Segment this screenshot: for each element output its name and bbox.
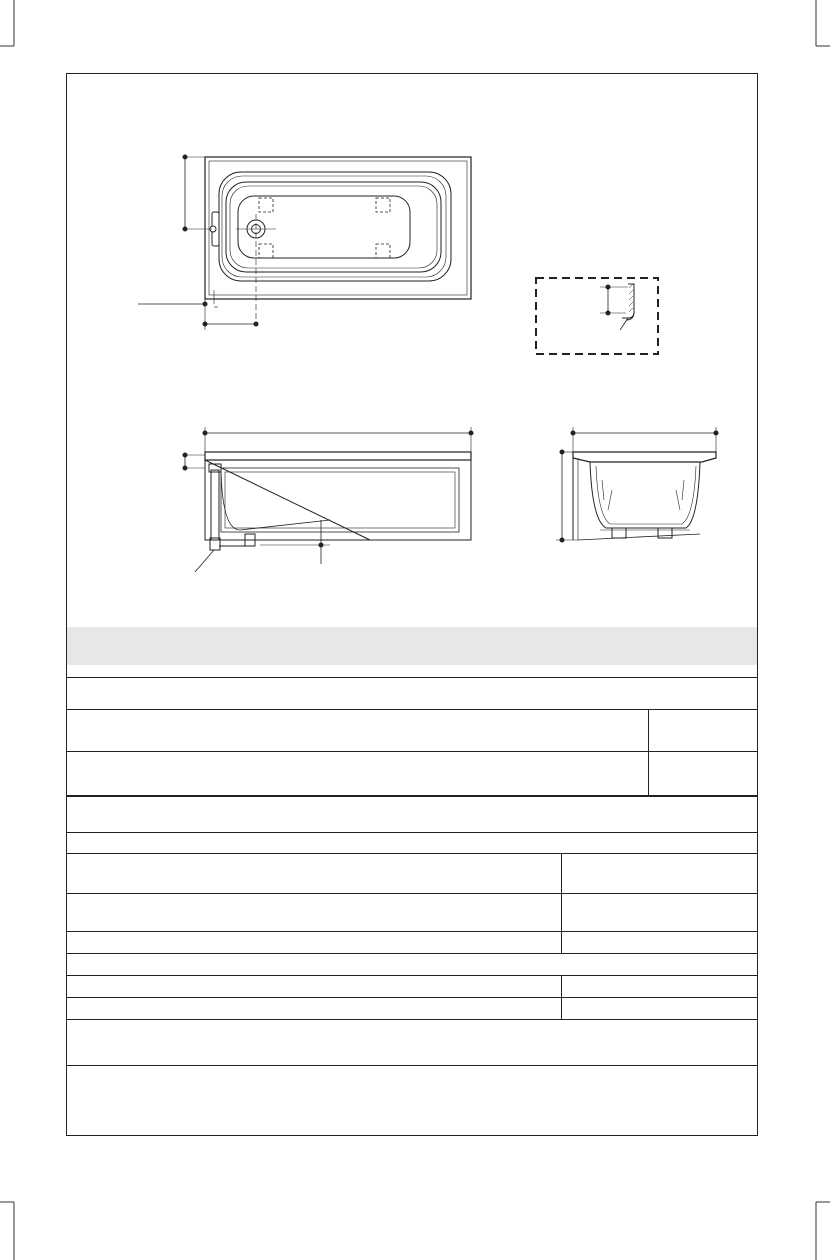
spec-row-7 — [67, 894, 757, 932]
spec-table-header — [67, 627, 757, 665]
spec-table-gap — [67, 665, 757, 678]
rim-detail-drawing — [536, 278, 658, 354]
spec-cell — [67, 797, 757, 832]
plan-view-drawing — [138, 155, 471, 330]
spec-row-11 — [67, 998, 757, 1020]
spec-row-6 — [67, 854, 757, 894]
spec-cell-left — [67, 998, 561, 1019]
spec-cell-right — [561, 998, 757, 1019]
spec-table — [67, 627, 757, 1136]
spec-row-5 — [67, 833, 757, 854]
spec-cell — [67, 1020, 757, 1065]
spec-row-1 — [67, 678, 757, 710]
spec-cell-left — [67, 932, 561, 953]
spec-cell-right — [561, 894, 757, 931]
spec-row-4 — [67, 797, 757, 833]
spec-cell-left — [67, 894, 561, 931]
spec-cell-left — [67, 976, 561, 997]
spec-row-10 — [67, 976, 757, 998]
spec-cell-right — [648, 710, 757, 751]
spec-cell — [67, 678, 757, 709]
spec-cell — [67, 1066, 757, 1136]
spec-row-12 — [67, 1020, 757, 1066]
spec-cell-right — [561, 976, 757, 997]
spec-cell-right — [561, 854, 757, 893]
spec-cell-left — [67, 710, 648, 751]
spec-row-3 — [67, 752, 757, 797]
spec-row-8 — [67, 932, 757, 954]
end-elevation-drawing — [556, 427, 718, 542]
spec-cell-right — [561, 932, 757, 953]
spec-cell — [67, 954, 757, 975]
spec-cell-right — [648, 752, 757, 795]
spec-cell — [67, 833, 757, 853]
spec-cell-left — [67, 854, 561, 893]
spec-row-9 — [67, 954, 757, 976]
front-elevation-drawing — [183, 427, 473, 572]
spec-row-2 — [67, 710, 757, 752]
spec-cell-left — [67, 752, 648, 795]
spec-row-13 — [67, 1066, 757, 1136]
